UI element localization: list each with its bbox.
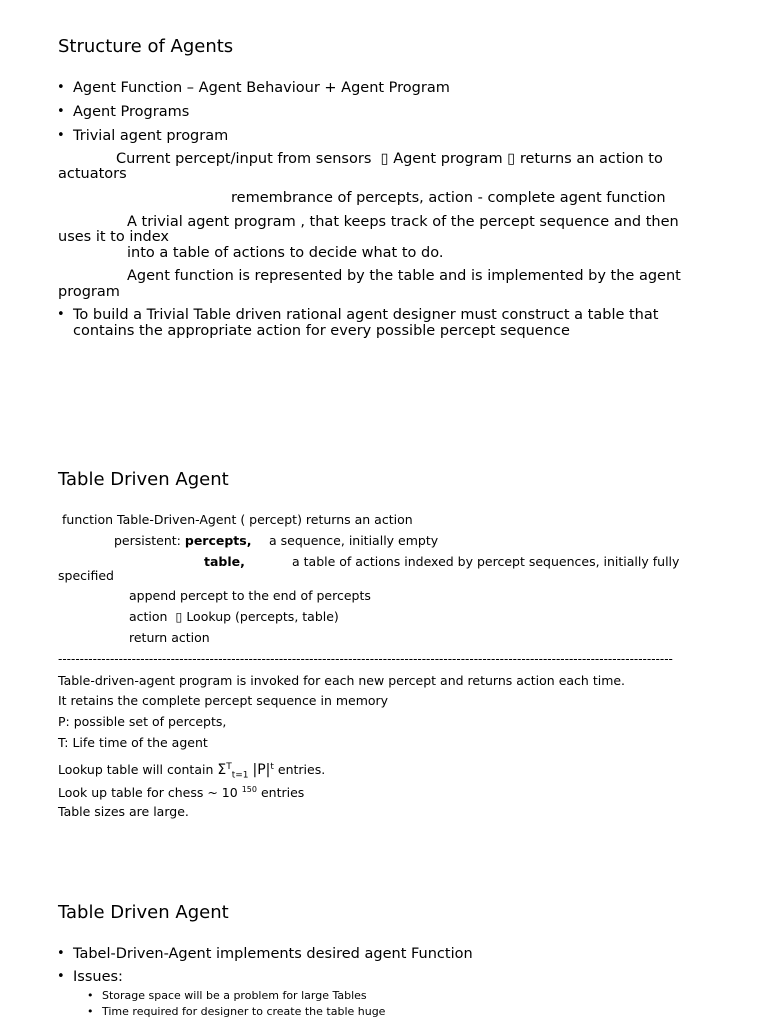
note-retains: It retains the complete percept sequence in memory (58, 693, 389, 708)
sigma-upper: T (226, 762, 232, 772)
section1-title: Structure of Agents (58, 36, 234, 57)
issue-time: Time required for designer to create the table huge (102, 1005, 386, 1018)
sigma-symbol: Σ (217, 762, 227, 779)
program-line: program (58, 284, 120, 300)
build-table-line1: To build a Trivial Table driven rational agent designer must construct a table that (73, 307, 659, 323)
persistent-label: persistent: (114, 533, 181, 548)
p-cardinality: |P| (252, 762, 271, 779)
lookup-call: Lookup (percepts, table) (186, 609, 339, 624)
bullet-dot: • (57, 969, 65, 984)
function-signature: function Table-Driven-Agent ( percept) returns an action (62, 512, 413, 527)
percepts-var: percepts, (184, 533, 252, 548)
divider: ---------------------------------------------------------------------------------------------------------------------------------------------- (58, 652, 673, 666)
append-line: append percept to the end of percepts (129, 588, 371, 603)
bullet-agent-function: Agent Function – Agent Behaviour + Agent Program (73, 80, 450, 96)
section2-title: Table Driven Agent (58, 469, 229, 490)
bullet-dot: • (57, 80, 65, 95)
chess-line (58, 783, 304, 800)
chess-text: Look up table for chess ~ 10 (58, 785, 238, 801)
sigma-lower: t=1 (231, 770, 249, 781)
agent-program-text: Agent program (393, 151, 503, 167)
arrow-icon: ▯ (507, 151, 516, 167)
actuators-text: actuators (58, 166, 127, 182)
sub-bullet-dot: • (87, 989, 94, 1002)
issue-storage: Storage space will be a problem for large Tables (102, 989, 367, 1002)
note-t: T: Life time of the agent (58, 735, 208, 750)
trivial-program-line: A trivial agent program , that keeps track of the percept sequence and then (127, 214, 679, 230)
bullet-trivial-program: Trivial agent program (73, 128, 229, 144)
note-p: P: possible set of percepts, (58, 714, 227, 729)
lookup-text: Lookup table will contain (58, 762, 214, 778)
bullet-issues: Issues: (73, 969, 123, 985)
table-actions-line: into a table of actions to decide what to do. (127, 245, 444, 261)
bullet-dot: • (57, 307, 65, 322)
returns-action-text: returns an action to (519, 151, 663, 167)
bullet-agent-programs: Agent Programs (73, 104, 190, 120)
uses-index-line: uses it to index (58, 229, 169, 245)
bullet-dot: • (57, 128, 65, 143)
bullet-dot: • (57, 104, 65, 119)
percepts-desc: a sequence, initially empty (269, 533, 439, 548)
table-var: table, (204, 554, 245, 569)
p-exponent: t (270, 762, 274, 772)
lookup-entries-line (58, 760, 325, 783)
chess-entries: entries (260, 785, 305, 801)
sub-bullet-dot: • (87, 1005, 94, 1018)
return-line: return action (129, 630, 210, 645)
specified-text: specified (58, 568, 114, 583)
action-line (129, 610, 339, 624)
bullet-dot: • (57, 946, 65, 961)
build-table-line2: contains the appropriate action for every possible percept sequence (73, 323, 570, 339)
percept-line (116, 152, 663, 167)
persistent-line (114, 534, 251, 548)
percept-text: Current percept/input from sensors (116, 151, 372, 167)
entries-text: entries. (277, 762, 326, 778)
section3-title: Table Driven Agent (58, 902, 229, 923)
chess-exponent: 150 (241, 785, 257, 794)
action-text: action (129, 609, 168, 624)
arrow-icon: ▯ (175, 609, 183, 624)
table-desc: a table of actions indexed by percept sequences, initially fully (292, 554, 680, 569)
bullet-implements: Tabel-Driven-Agent implements desired agent Function (73, 946, 473, 962)
table-sizes: Table sizes are large. (58, 804, 189, 819)
agent-function-line: Agent function is represented by the table and is implemented by the agent (127, 268, 681, 284)
remembrance-line: remembrance of percepts, action - complete agent function (231, 190, 666, 206)
arrow-icon: ▯ (380, 151, 389, 167)
note-invoked: Table-driven-agent program is invoked for each new percept and returns action each time. (58, 673, 626, 688)
